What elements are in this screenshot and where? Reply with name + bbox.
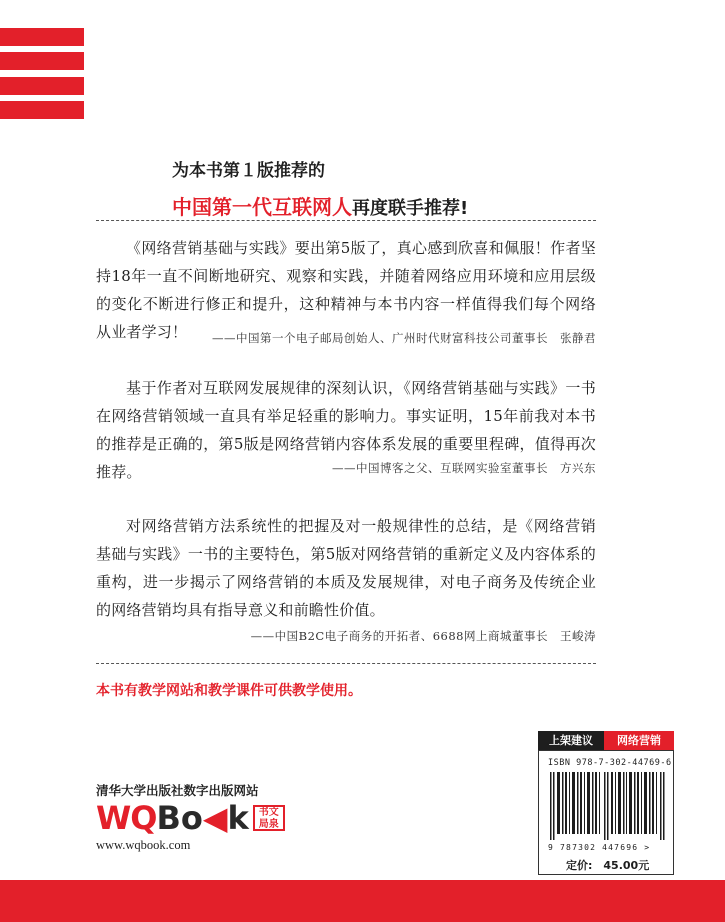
header-highlight: 中国第一代互联网人 [172, 195, 352, 219]
wqbook-logo [96, 800, 285, 836]
divider [96, 663, 596, 664]
logo-wq: WQ [96, 799, 157, 837]
isbn-text: ISBN 978-7-302-44769-6 [548, 758, 672, 768]
quote-1-attribution: ——中国第一个电子邮局创始人、广州时代财富科技公司董事长 张静君 [212, 331, 596, 345]
recommendation-header [172, 156, 612, 220]
barcode-icon [548, 772, 666, 840]
decorative-stripe [0, 52, 84, 70]
quote-1: 《网络营销基础与实践》要出第5版了，真心感到欣喜和佩服！作者坚持18年一直不间断地研究、观察和实践，并随着网络应用环境和应用层级的变化不断进行修正和提升，这种精神与本书内容一样值得我们每个网络从业者学习！ [96, 239, 596, 341]
decorative-stripe [0, 28, 84, 46]
quote-3: 对网络营销方法系统性的把握及对一般规律性的总结，是《网络营销基础与实践》一书的主要特色，第5版对网络营销的重新定义及内容体系的重构，进一步揭示了网络营销的本质及发展规律，对电子商务及传统企业的网络营销均具有指导意义和前瞻性价值。 [96, 517, 596, 619]
price: 定价: 45.00元 [566, 859, 650, 872]
header-line-1: 为本书第１版推荐的 [172, 161, 325, 181]
quote-2-attribution: ——中国博客之父、互联网实验室董事长 方兴东 [332, 461, 596, 475]
quote-3-attribution: ——中国B2C电子商务的开拓者、6688网上商城董事长 王峻涛 [250, 629, 596, 643]
shelf-category: 网络营销 [604, 731, 674, 750]
header-line-2 [172, 191, 612, 220]
header-line-2-rest: 再度联手推荐! [352, 198, 469, 219]
bottom-band [0, 880, 725, 922]
publisher-url[interactable]: www.wqbook.com [96, 838, 191, 852]
shelf-suggestion [538, 731, 674, 750]
teaching-notice: 本书有教学网站和教学课件可供教学使用。 [96, 683, 362, 699]
shelf-label: 上架建议 [538, 731, 604, 750]
decorative-stripe [0, 77, 84, 95]
publisher-name: 清华大学出版社数字出版网站 [96, 783, 259, 798]
divider [96, 220, 596, 221]
seal-icon: 书文 局泉 [253, 805, 285, 831]
quote-2: 基于作者对互联网发展规律的深刻认识，《网络营销基础与实践》一书在网络营销领域一直具有举足轻重的影响力。事实证明，15年前我对本书的推荐是正确的，第5版是网络营销内容体系发展的重要里程碑，值得再次推荐。 [96, 379, 596, 481]
barcode-digits: 9 787302 447696 > [548, 843, 651, 852]
logo-book: Bo◀k [156, 799, 249, 837]
decorative-stripe [0, 101, 84, 119]
